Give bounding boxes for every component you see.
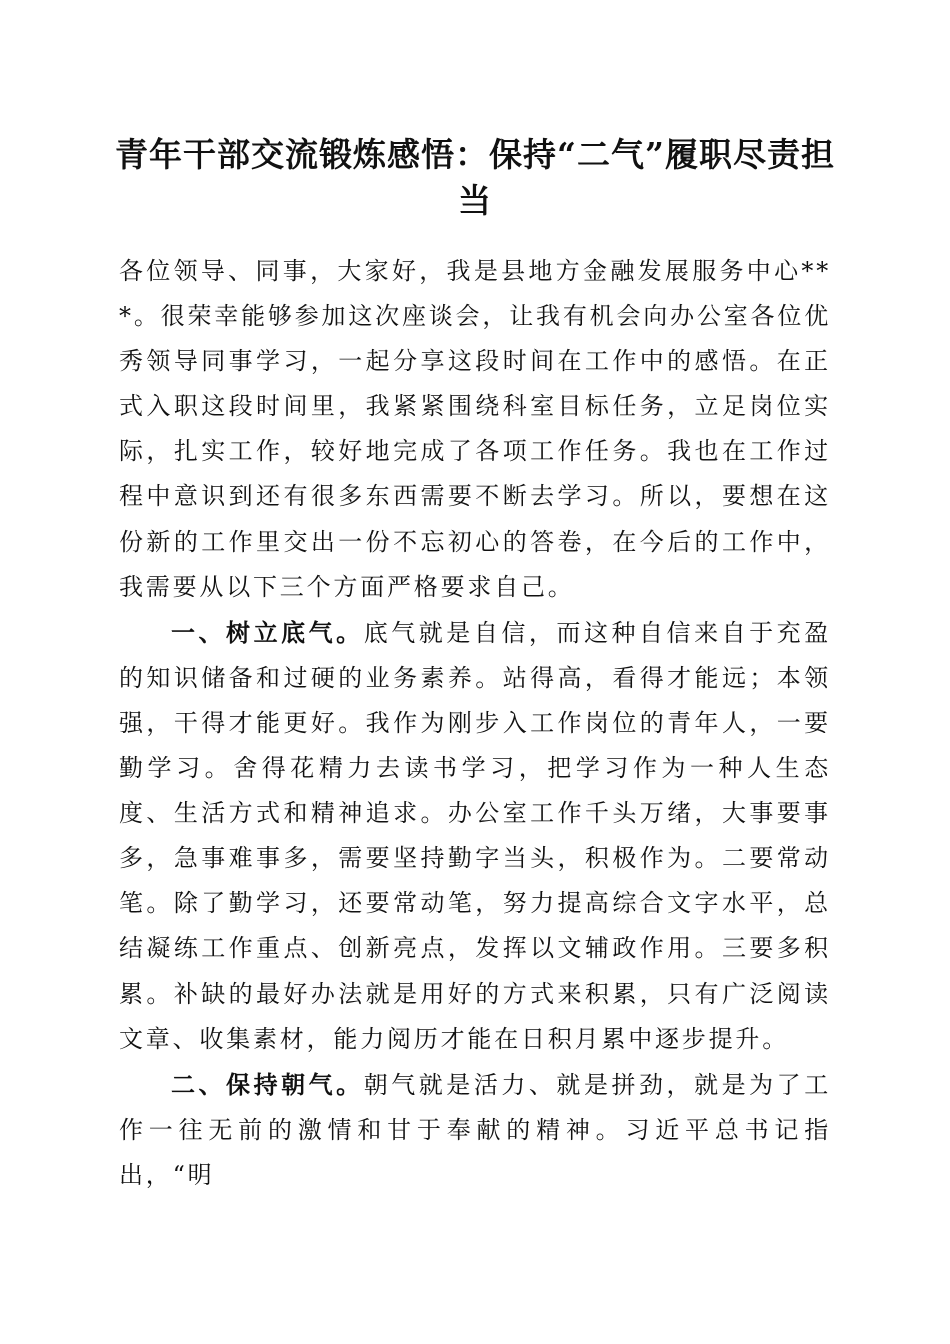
- section-heading-2: 二、保持朝气。: [171, 1069, 364, 1099]
- document-body: [119, 249, 831, 1198]
- section-text-1: 底气就是自信，而这种自信来自于充盈的知识储备和过硬的业务素养。站得高，看得才能远；本领强，干得才能更好。我作为刚步入工作岗位的青年人，一要勤学习。舍得花精力去读书学习，把学习作为一种人生态度、生活方式和精神追求。办公室工作千头万绪，大事要事多，急事难事多，需要坚持勤字当头，积极作为。二要常动笔。除了勤学习，还要常动笔，努力提高综合文字水平，总结凝练工作重点、创新亮点，发挥以文辅政作用。三要多积累。补缺的最好办法就是用好的方式来积累，只有广泛阅读文章、收集素材，能力阅历才能在日积月累中逐步提升。: [119, 618, 831, 1053]
- section-paragraph-2: [119, 1062, 831, 1198]
- document-title: 青年干部交流锻炼感悟：保持“二气”履职尽责担当: [115, 135, 835, 220]
- section-text-2: 朝气就是活力、就是拼劲，就是为了工作一往无前的激情和甘于奉献的精神。习近平总书记指出，“明: [119, 1070, 831, 1189]
- section-paragraph-1: [119, 610, 831, 1062]
- intro-paragraph: 各位领导、同事，大家好，我是县地方金融发展服务中心***。很荣幸能够参加这次座谈会，让我有机会向办公室各位优秀领导同事学习，一起分享这段时间在工作中的感悟。在正式入职这段时间里，我紧紧围绕科室目标任务，立足岗位实际，扎实工作，较好地完成了各项工作任务。我也在工作过程中意识到还有很多东西需要不断去学习。所以，要想在这份新的工作里交出一份不忘初心的答卷，在今后的工作中，我需要从以下三个方面严格要求自己。: [119, 257, 831, 601]
- section-heading-1: 一、树立底气。: [171, 617, 364, 647]
